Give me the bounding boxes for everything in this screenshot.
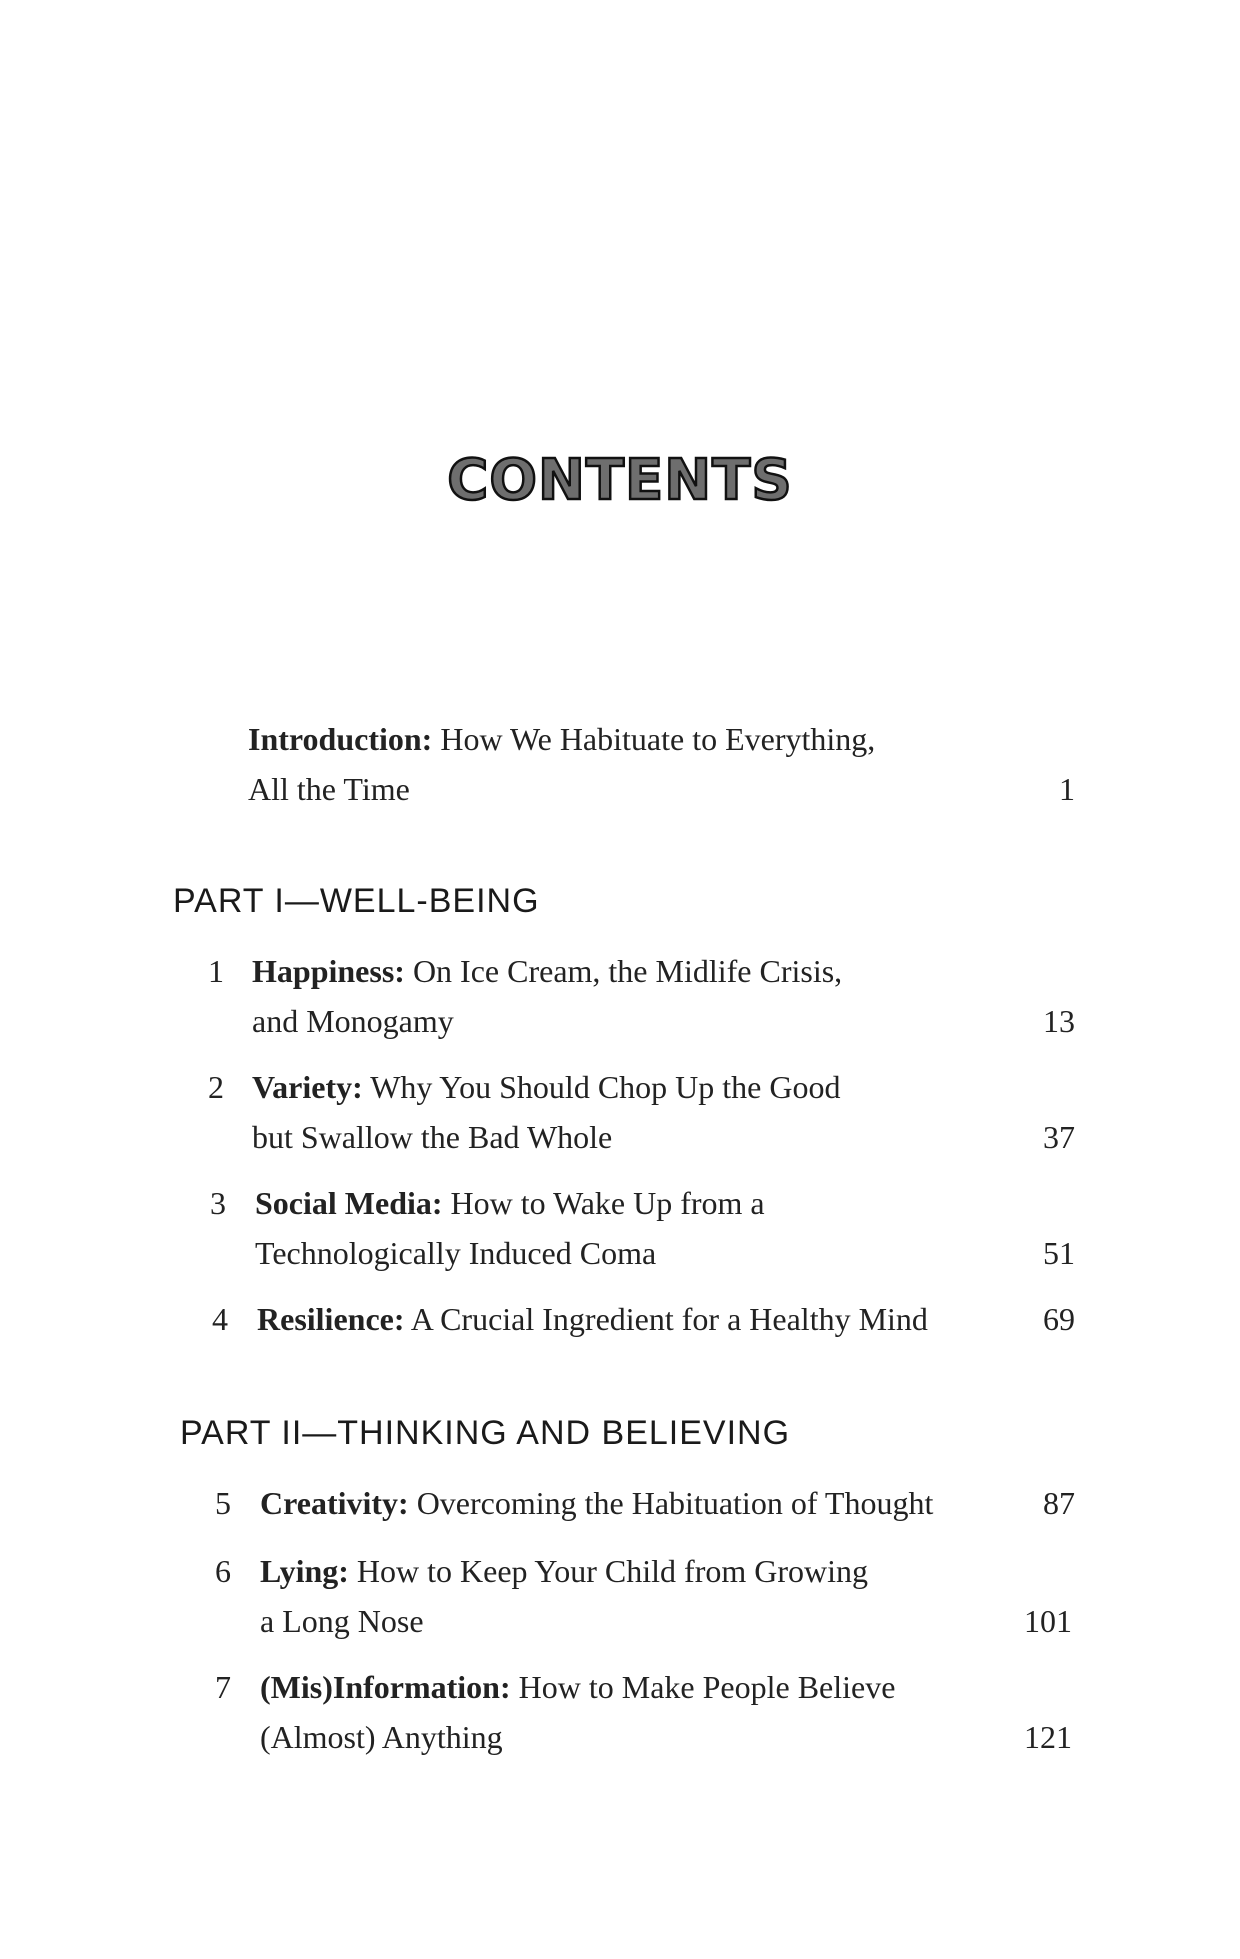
chapter-number: 6 xyxy=(215,1553,231,1589)
chapter-number: 5 xyxy=(215,1485,231,1521)
entry-page-number: 121 xyxy=(1024,1719,1072,1755)
entry-title-line1: How to Make People Believe xyxy=(518,1669,896,1705)
chapter-number: 1 xyxy=(208,953,224,989)
entry-title-line1: How to Keep Your Child from Growing xyxy=(356,1553,869,1589)
entry-label: Creativity: xyxy=(260,1485,409,1521)
entry-label: Lying: xyxy=(260,1553,349,1589)
entry-page-number: 101 xyxy=(1024,1603,1072,1639)
entry-label: Social Media: xyxy=(255,1185,443,1221)
chapter-number: 7 xyxy=(215,1669,231,1705)
entry-title-line1: How to Wake Up from a xyxy=(450,1185,765,1221)
entry-title-line2: (Almost) Anything xyxy=(260,1719,503,1755)
chapter-number: 4 xyxy=(212,1301,228,1337)
entry-title-line2: a Long Nose xyxy=(260,1603,424,1639)
entry-title-line2: Technologically Induced Coma xyxy=(255,1235,657,1271)
entry-page-number: 51 xyxy=(1043,1235,1075,1271)
chapter-number: 3 xyxy=(210,1185,226,1221)
entry-title-line1: How We Habituate to Everything, xyxy=(440,721,876,757)
chapter-number: 2 xyxy=(208,1069,224,1105)
entry-title-line2: but Swallow the Bad Whole xyxy=(252,1119,613,1155)
entry-title-line1: Why You Should Chop Up the Good xyxy=(370,1069,841,1105)
entry-page-number: 87 xyxy=(1043,1485,1075,1521)
entry-title-line1: On Ice Cream, the Midlife Crisis, xyxy=(412,953,843,989)
entry-page-number: 1 xyxy=(1059,771,1075,807)
entry-label: Introduction: xyxy=(248,721,433,757)
entry-title-line1: Overcoming the Habituation of Thought xyxy=(416,1485,934,1521)
entry-label: Happiness: xyxy=(252,953,405,989)
entry-title-line2: and Monogamy xyxy=(252,1003,454,1039)
entry-label: Variety: xyxy=(252,1069,363,1105)
entry-page-number: 13 xyxy=(1043,1003,1075,1039)
entry-page-number: 69 xyxy=(1043,1301,1075,1337)
entry-label: Resilience: xyxy=(257,1301,405,1337)
entry-page-number: 37 xyxy=(1043,1119,1075,1155)
page-title: CONTENTS xyxy=(447,448,793,513)
part-heading-1: PART I—WELL-BEING xyxy=(173,882,540,920)
entry-title-line1: A Crucial Ingredient for a Healthy Mind xyxy=(410,1301,928,1337)
entry-title-line2: All the Time xyxy=(248,771,410,807)
part-heading-2: PART II—THINKING AND BELIEVING xyxy=(180,1414,791,1452)
entry-label: (Mis)Information: xyxy=(260,1669,511,1705)
